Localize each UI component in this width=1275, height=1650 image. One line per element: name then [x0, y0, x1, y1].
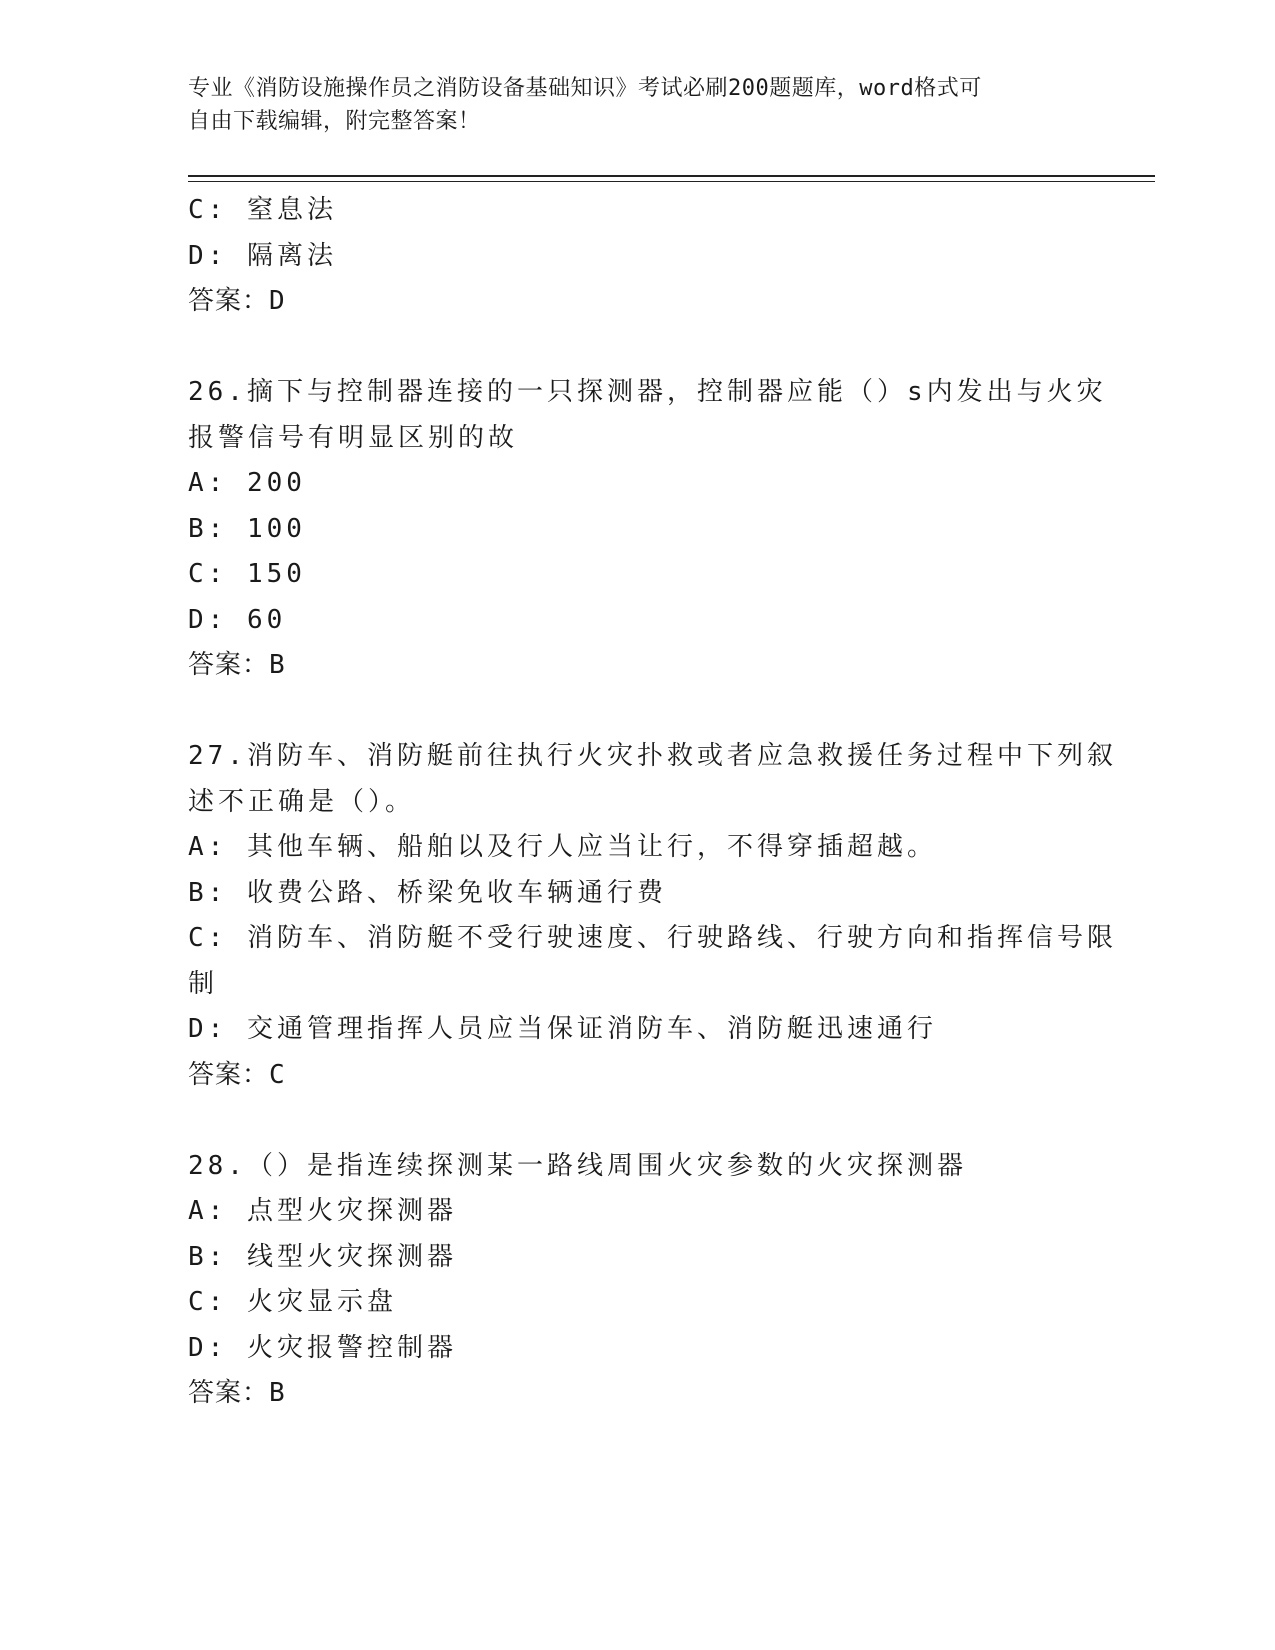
question-stem-continued: 报警信号有明显区别的故	[188, 422, 519, 453]
option-b: B: 线型火灾探测器	[188, 1241, 457, 1272]
spacer	[188, 325, 1088, 371]
option-b: B: 收费公路、桥梁免收车辆通行费	[188, 877, 667, 908]
option-d: D: 隔离法	[188, 240, 337, 271]
question-stem: 27.消防车、消防艇前往执行火灾扑救或者应急救援任务过程中下列叙	[188, 741, 1117, 771]
question-stem: 28.（）是指连续探测某一路线周围火灾参数的火灾探测器	[188, 1150, 967, 1181]
header-divider-thin	[188, 181, 1155, 182]
option-c: C: 窒息法	[188, 195, 337, 225]
spacer	[188, 689, 1088, 735]
answer: 答案：B	[188, 1378, 286, 1408]
answer: 答案：B	[188, 650, 286, 680]
question-stem: 26.摘下与控制器连接的一只探测器，控制器应能（）s内发出与火灾	[188, 377, 1107, 407]
option-d: D: 60	[188, 604, 287, 635]
header-line-1: 专业《消防设施操作员之消防设备基础知识》考试必刷200题题库，word格式可	[188, 76, 982, 101]
header-divider-thick	[188, 175, 1155, 177]
option-a: A: 200	[188, 468, 306, 498]
answer: 答案：C	[188, 1059, 286, 1090]
option-c: C: 150	[188, 559, 306, 589]
document-header	[188, 72, 1088, 138]
question-26	[188, 370, 1107, 689]
option-a: A: 其他车辆、船舶以及行人应当让行，不得穿插超越。	[188, 832, 937, 862]
header-line-2: 自由下载编辑，附完整答案！	[188, 109, 481, 134]
option-b: B: 100	[188, 513, 306, 544]
question-27	[188, 734, 1117, 1098]
question-stem-continued: 述不正确是（）。	[188, 786, 416, 817]
question-list	[188, 188, 1117, 1417]
spacer	[188, 1098, 1088, 1144]
option-c: C: 火灾显示盘	[188, 1287, 397, 1317]
option-c-continued: 制	[188, 968, 219, 999]
previous-question-tail	[188, 188, 1088, 325]
question-28	[188, 1144, 1088, 1417]
answer: 答案：D	[188, 286, 286, 316]
option-d: D: 交通管理指挥人员应当保证消防车、消防艇迅速通行	[188, 1014, 937, 1044]
option-a: A: 点型火灾探测器	[188, 1196, 457, 1226]
option-d: D: 火灾报警控制器	[188, 1332, 457, 1363]
option-c: C: 消防车、消防艇不受行驶速度、行驶路线、行驶方向和指挥信号限	[188, 923, 1117, 953]
